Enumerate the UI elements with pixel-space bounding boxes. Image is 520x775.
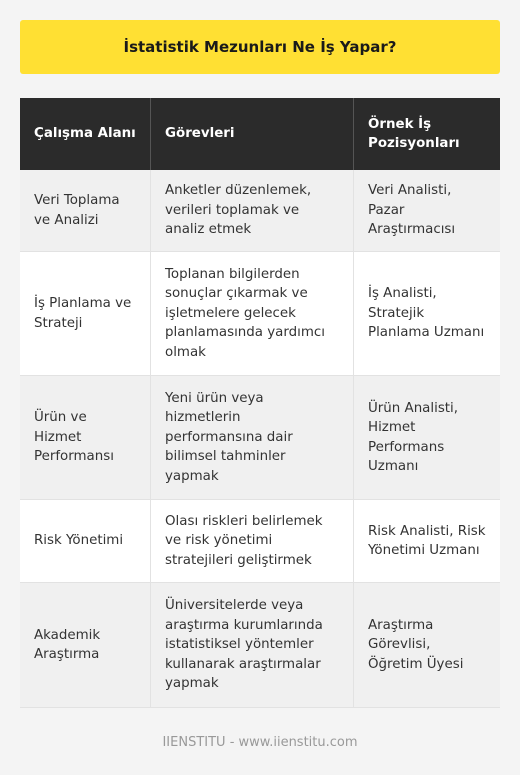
cell-duties: Anketler düzenlemek, verileri toplamak ve analiz etmek	[151, 170, 354, 252]
page-title: İstatistik Mezunları Ne İş Yapar?	[20, 20, 500, 74]
table-row	[20, 170, 500, 252]
cell-positions: Araştırma Görevlisi, Öğretim Üyesi	[354, 583, 500, 708]
footer-credit: IIENSTITU - www.iienstitu.com	[162, 735, 358, 750]
table-row	[20, 376, 500, 500]
cell-work-area: İş Planlama ve Strateji	[20, 252, 151, 376]
table-header-row	[20, 98, 500, 170]
cell-duties: Üniversitelerde veya araştırma kurumlarında istatistiksel yöntemler kullanarak araştırmalar yapmak	[151, 583, 354, 708]
cell-work-area: Risk Yönetimi	[20, 500, 151, 583]
table-row	[20, 500, 500, 583]
cell-duties: Toplanan bilgilerden sonuçlar çıkarmak ve işletmelere gelecek planlamasında yardımcı olmak	[151, 252, 354, 376]
cell-work-area: Ürün ve Hizmet Performansı	[20, 376, 151, 500]
cell-work-area: Akademik Araştırma	[20, 583, 151, 708]
cell-positions: Ürün Analisti, Hizmet Performans Uzmanı	[354, 376, 500, 500]
table-row	[20, 583, 500, 708]
table-row	[20, 252, 500, 376]
cell-duties: Olası riskleri belirlemek ve risk yönetimi stratejileri geliştirmek	[151, 500, 354, 583]
cell-positions: İş Analisti, Stratejik Planlama Uzmanı	[354, 252, 500, 376]
header-work-area: Çalışma Alanı	[20, 98, 151, 170]
cell-work-area: Veri Toplama ve Analizi	[20, 170, 151, 252]
header-duties: Görevleri	[151, 98, 354, 170]
header-positions: Örnek İş Pozisyonları	[354, 98, 500, 170]
career-table	[20, 98, 500, 708]
cell-positions: Veri Analisti, Pazar Araştırmacısı	[354, 170, 500, 252]
cell-duties: Yeni ürün veya hizmetlerin performansına dair bilimsel tahminler yapmak	[151, 376, 354, 500]
cell-positions: Risk Analisti, Risk Yönetimi Uzmanı	[354, 500, 500, 583]
